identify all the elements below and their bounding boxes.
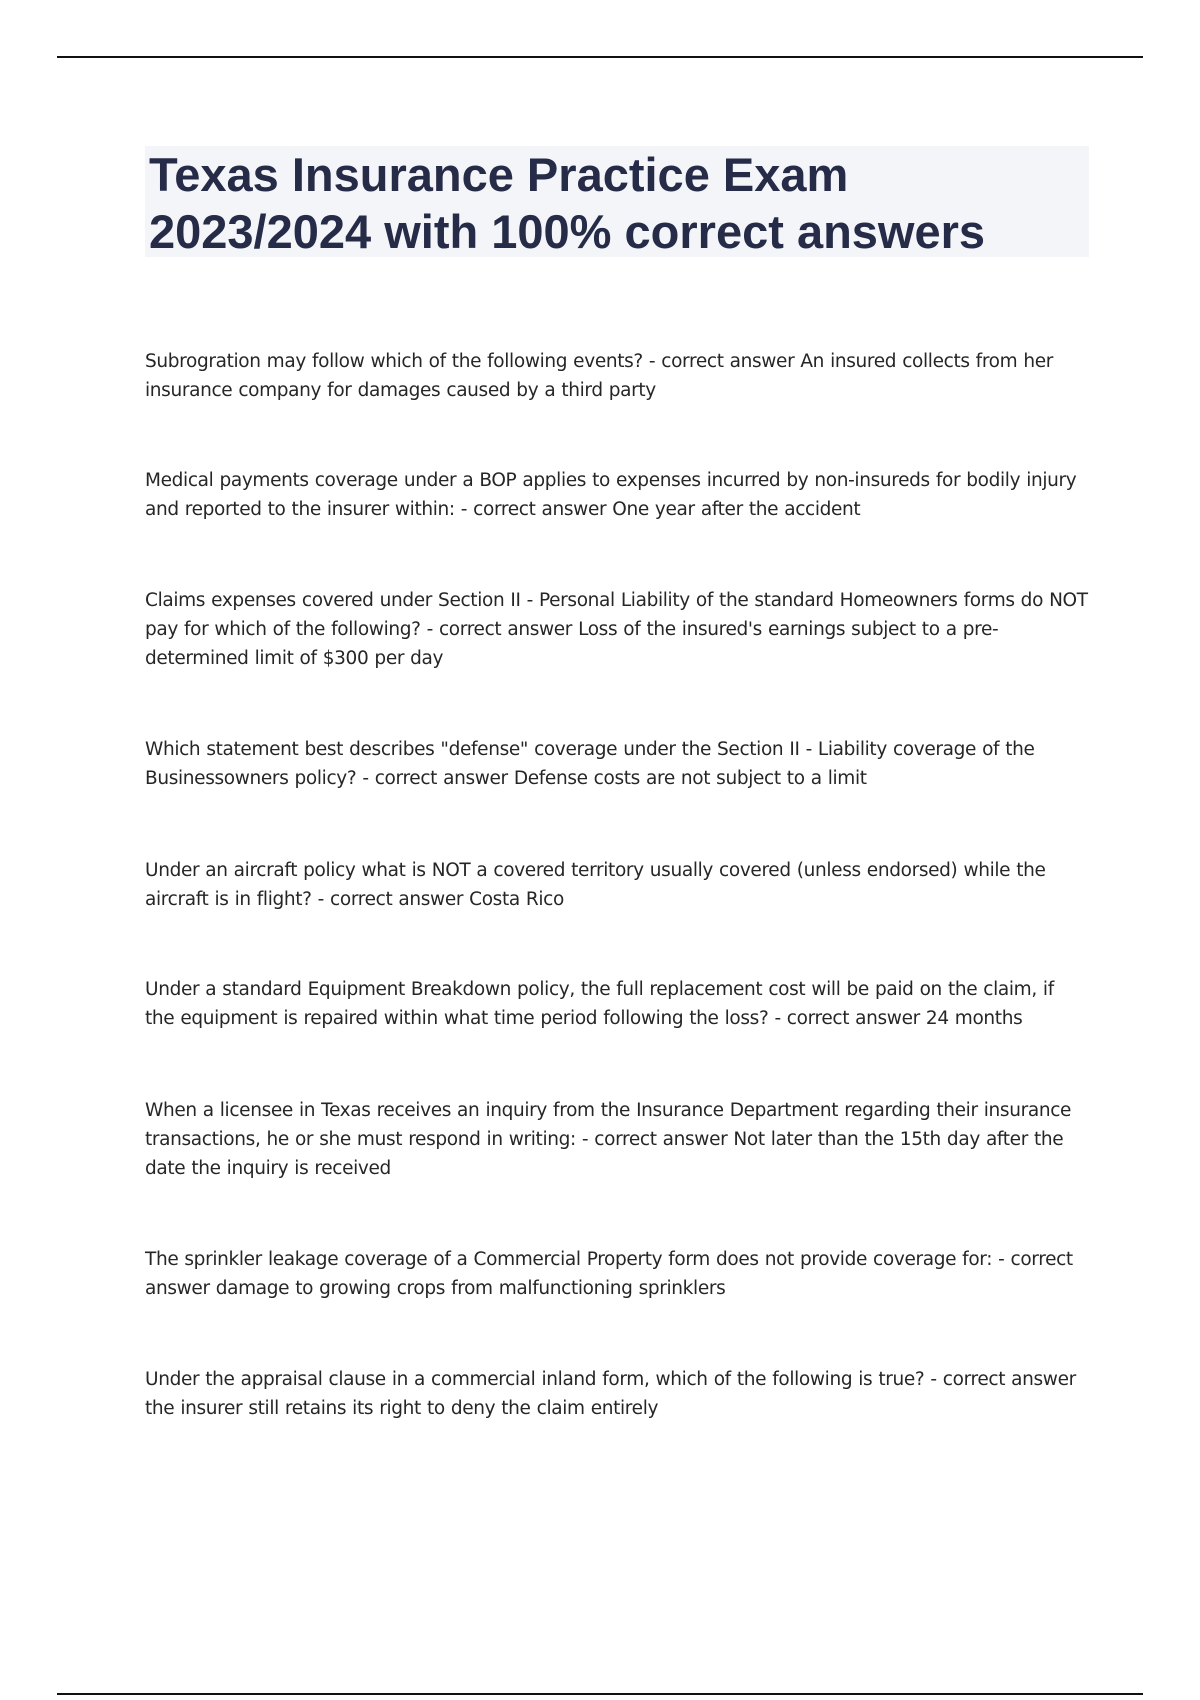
qa-line: answer damage to growing crops from malfunctioning sprinklers — [145, 1278, 726, 1299]
qa-line: the insurer still retains its right to deny the claim entirely — [145, 1398, 659, 1419]
title-line-1: Texas Insurance Practice Exam — [149, 148, 849, 201]
qa-item-3 — [145, 586, 1090, 673]
qa-line: Medical payments coverage under a BOP applies to expenses incurred by non-insureds for bodily injury — [145, 470, 1077, 491]
qa-item-2 — [145, 466, 1090, 524]
qa-line: Which statement best describes "defense" coverage under the Section II - Liability coverage of the — [145, 739, 1035, 760]
qa-line: transactions, he or she must respond in writing: - correct answer Not later than the 15th day after the — [145, 1129, 1064, 1150]
qa-line: Subrogration may follow which of the following events? - correct answer An insured collects from her — [145, 351, 1054, 372]
qa-line: the equipment is repaired within what time period following the loss? - correct answer 24 months — [145, 1008, 1023, 1029]
footer-rule — [57, 1693, 1143, 1695]
qa-line: Businessowners policy? - correct answer Defense costs are not subject to a limit — [145, 768, 867, 789]
qa-item-9 — [145, 1365, 1090, 1423]
qa-line: aircraft is in flight? - correct answer Costa Rico — [145, 889, 564, 910]
qa-line: insurance company for damages caused by a third party — [145, 380, 656, 401]
qa-line: The sprinkler leakage coverage of a Commercial Property form does not provide coverage for: - correct — [145, 1249, 1073, 1270]
title-line-2: 2023/2024 with 100% correct answers — [149, 205, 986, 258]
qa-item-7 — [145, 1096, 1090, 1183]
document-title — [145, 146, 1089, 257]
qa-item-4 — [145, 735, 1090, 793]
qa-line: and reported to the insurer within: - correct answer One year after the accident — [145, 499, 861, 520]
qa-line: pay for which of the following? - correct answer Loss of the insured's earnings subject to a pre- — [145, 619, 999, 640]
qa-item-5 — [145, 856, 1090, 914]
qa-item-8 — [145, 1245, 1090, 1303]
qa-line: Claims expenses covered under Section II - Personal Liability of the standard Homeowners forms do NOT — [145, 590, 1088, 611]
header-rule — [57, 56, 1143, 58]
qa-line: date the inquiry is received — [145, 1158, 391, 1179]
qa-line: When a licensee in Texas receives an inquiry from the Insurance Department regarding their insurance — [145, 1100, 1072, 1121]
qa-item-6 — [145, 975, 1090, 1033]
qa-line: Under an aircraft policy what is NOT a covered territory usually covered (unless endorsed) while the — [145, 860, 1046, 881]
qa-line: Under a standard Equipment Breakdown policy, the full replacement cost will be paid on the claim, if — [145, 979, 1054, 1000]
qa-line: Under the appraisal clause in a commercial inland form, which of the following is true? - correct answer — [145, 1369, 1076, 1390]
qa-line: determined limit of $300 per day — [145, 648, 444, 669]
qa-item-1 — [145, 347, 1090, 405]
